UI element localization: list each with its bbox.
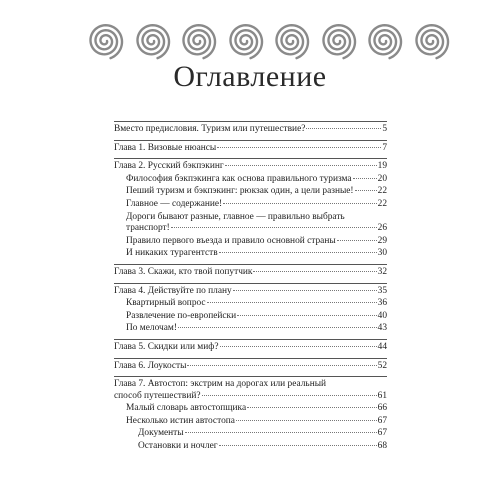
spiral-ornament-icon <box>133 22 171 60</box>
toc-entry-title: Глава 6. Лоукосты <box>114 360 187 371</box>
toc-entry-title: способ путешествий? <box>114 390 201 401</box>
toc-entry[interactable] <box>114 298 387 310</box>
page-title: Оглавление <box>173 60 327 93</box>
toc-group <box>114 158 387 260</box>
toc-group <box>114 376 387 453</box>
toc-entry-title: Глава 4. Действуйте по плану <box>114 285 232 296</box>
toc-entry-page-number: 66 <box>377 403 387 414</box>
toc-entry-page-number: 67 <box>377 415 387 426</box>
dot-leader <box>247 407 377 408</box>
toc-group <box>114 264 387 279</box>
toc-entry[interactable] <box>114 186 387 198</box>
toc-entry-page-number: 52 <box>377 360 387 371</box>
toc-entry[interactable] <box>114 143 387 155</box>
toc-entry[interactable] <box>114 248 387 260</box>
toc-entry-title: транспорт! <box>126 223 170 234</box>
toc-entry[interactable] <box>114 174 387 186</box>
toc-entry-title: Несколько истин автостопа <box>126 415 235 426</box>
toc-entry-title: Глава 1. Визовые нюансы <box>114 142 217 153</box>
toc-entry[interactable] <box>114 124 387 136</box>
dot-leader <box>171 227 377 228</box>
toc-entry-page-number: 22 <box>377 186 387 197</box>
toc-entry-page-number: 7 <box>382 142 387 153</box>
toc-entry[interactable] <box>114 361 387 373</box>
toc-entry-page-number: 22 <box>377 198 387 209</box>
toc-entry[interactable] <box>114 379 387 402</box>
toc-entry-title: Глава 3. Скажи, кто твой попутчик <box>114 266 253 277</box>
table-of-contents <box>114 121 387 457</box>
dot-leader <box>217 147 381 148</box>
spiral-ornament-icon <box>86 22 124 60</box>
toc-entry-page-number: 35 <box>377 285 387 296</box>
toc-entry-title: Философия бэкпэкинга как основа правильного туризма <box>126 173 352 184</box>
toc-group <box>114 358 387 373</box>
toc-entry[interactable] <box>114 342 387 354</box>
ornament-row <box>86 22 500 62</box>
toc-entry-page-number: 44 <box>377 341 387 352</box>
dot-leader <box>219 252 377 253</box>
toc-entry-title: Квартирный вопрос <box>126 298 206 309</box>
toc-entry[interactable] <box>114 212 387 235</box>
spiral-ornament-icon <box>365 22 403 60</box>
spiral-ornament-icon <box>179 22 217 60</box>
toc-entry-page-number: 26 <box>377 223 387 234</box>
toc-entry-title: Глава 5. Скидки или миф? <box>114 341 219 352</box>
toc-entry-title: Глава 2. Русский бэкпэкинг <box>114 161 224 172</box>
spiral-ornament-icon <box>319 22 357 60</box>
toc-entry-page-number: 29 <box>377 235 387 246</box>
dot-leader <box>207 302 377 303</box>
toc-entry-page-number: 19 <box>377 161 387 172</box>
toc-group <box>114 283 387 335</box>
toc-group <box>114 339 387 354</box>
dot-leader <box>223 203 376 204</box>
spiral-ornament-icon <box>412 22 450 60</box>
toc-entry-title: Главное — содержание! <box>126 198 223 209</box>
toc-entry[interactable] <box>114 403 387 415</box>
dot-leader <box>178 327 377 328</box>
dot-leader <box>306 128 381 129</box>
toc-entry[interactable] <box>114 161 387 173</box>
toc-entry-page-number: 20 <box>377 173 387 184</box>
toc-entry-page-number: 43 <box>377 323 387 334</box>
dot-leader <box>220 346 377 347</box>
dot-leader <box>253 271 376 272</box>
dot-leader <box>355 190 377 191</box>
dot-leader <box>225 165 377 166</box>
dot-leader <box>185 432 377 433</box>
toc-entry-title: Вместо предисловия. Туризм или путешествие? <box>114 124 306 134</box>
toc-entry[interactable] <box>114 286 387 298</box>
dot-leader <box>187 365 376 366</box>
toc-entry[interactable] <box>114 441 387 453</box>
toc-group <box>114 140 387 155</box>
dot-leader <box>219 445 377 446</box>
toc-entry-page-number: 40 <box>377 310 387 321</box>
dot-leader <box>233 290 377 291</box>
spiral-ornament-icon <box>272 22 310 60</box>
toc-entry-title: Остановки и ночлег <box>138 441 218 452</box>
toc-entry[interactable] <box>114 236 387 248</box>
dot-leader <box>236 420 377 421</box>
dot-leader <box>337 240 377 241</box>
toc-entry-title: И никаких турагентств <box>126 248 218 259</box>
toc-entry-title: Правило первого въезда и правило основной страны <box>126 235 336 246</box>
toc-entry-page-number: 32 <box>377 266 387 277</box>
toc-group <box>114 121 387 136</box>
toc-entry[interactable] <box>114 323 387 335</box>
toc-entry-page-number: 68 <box>377 441 387 452</box>
toc-entry[interactable] <box>114 311 387 323</box>
toc-entry-page-number: 30 <box>377 248 387 259</box>
dot-leader <box>237 315 377 316</box>
toc-entry-title: Документы <box>138 428 184 439</box>
toc-entry-title: По мелочам! <box>126 323 177 334</box>
toc-entry-page-number: 61 <box>377 390 387 401</box>
toc-entry[interactable] <box>114 267 387 279</box>
toc-entry-page-number: 36 <box>377 298 387 309</box>
toc-entry-title-line1: Глава 7. Автостоп: экстрим на дорогах или реальный <box>114 379 327 390</box>
toc-entry-page-number: 67 <box>377 428 387 439</box>
toc-entry-title-line1: Дороги бывают разные, главное — правильно выбрать <box>126 211 345 222</box>
toc-entry[interactable] <box>114 199 387 211</box>
toc-entry-title: Пеший туризм и бэкпэкинг: рюкзак один, а цели разные! <box>126 186 354 197</box>
toc-entry-title: Развлечение по-европейски <box>126 310 237 321</box>
toc-entry-title: Малый словарь автостопщика <box>126 403 247 414</box>
toc-entry[interactable] <box>114 416 387 428</box>
dot-leader <box>202 395 377 396</box>
spiral-ornament-icon <box>226 22 264 60</box>
toc-entry-page-number: 5 <box>382 124 387 134</box>
dot-leader <box>353 178 377 179</box>
toc-entry[interactable] <box>114 428 387 440</box>
